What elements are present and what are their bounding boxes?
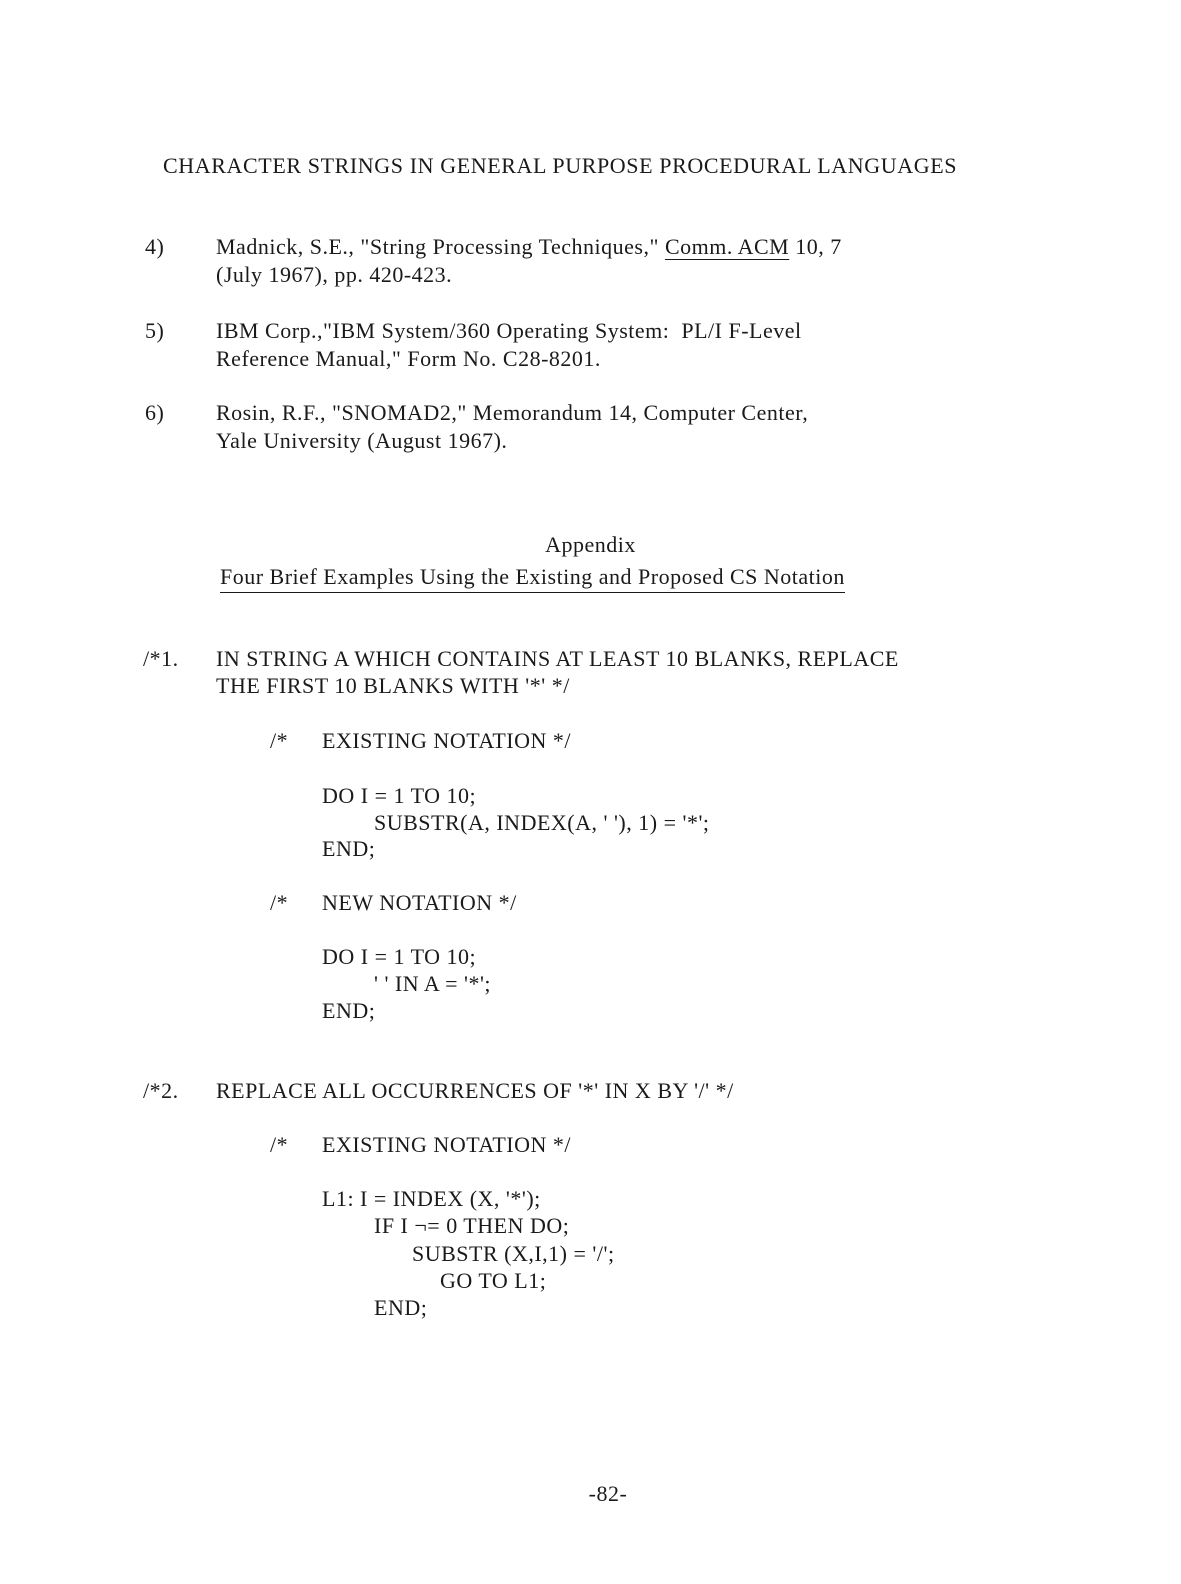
reference-line: Yale University (August 1967). (216, 428, 508, 453)
running-header: CHARACTER STRINGS IN GENERAL PURPOSE PROCEDURAL LANGUAGES (163, 153, 958, 178)
example-description: THE FIRST 10 BLANKS WITH '*' */ (216, 673, 570, 698)
example-label: /*2. (143, 1078, 179, 1103)
comment-open: /* (270, 1132, 289, 1157)
reference-number: 6) (145, 400, 165, 425)
comment-new-notation: NEW NOTATION */ (322, 890, 517, 915)
comment-existing-notation: EXISTING NOTATION */ (322, 1132, 571, 1157)
reference-number: 5) (145, 318, 165, 343)
code-line: DO I = 1 TO 10; (322, 783, 477, 808)
example-description: REPLACE ALL OCCURRENCES OF '*' IN X BY '/' */ (216, 1078, 734, 1103)
code-line: L1: I = INDEX (X, '*'); (322, 1186, 541, 1211)
code-line: DO I = 1 TO 10; (322, 944, 477, 969)
reference-line: (July 1967), pp. 420-423. (216, 262, 453, 287)
code-line: END; (322, 998, 376, 1023)
code-line: IF I ¬= 0 THEN DO; (374, 1213, 570, 1238)
code-line: END; (374, 1295, 428, 1320)
comment-open: /* (270, 890, 289, 915)
reference-number: 4) (145, 234, 165, 259)
example-label: /*1. (143, 646, 179, 671)
code-line: ' ' IN A = '*'; (374, 971, 492, 996)
reference-line: IBM Corp.,"IBM System/360 Operating System: PL/I F-Level (216, 318, 802, 343)
comment-existing-notation: EXISTING NOTATION */ (322, 728, 571, 753)
code-line: SUBSTR(A, INDEX(A, ' '), 1) = '*'; (374, 810, 710, 835)
reference-line: Reference Manual," Form No. C28-8201. (216, 346, 601, 371)
comment-open: /* (270, 728, 289, 753)
page-number: -82- (588, 1481, 628, 1506)
reference-line: Rosin, R.F., "SNOMAD2," Memorandum 14, Computer Center, (216, 400, 809, 425)
appendix-subtitle: Four Brief Examples Using the Existing and Proposed CS Notation (220, 566, 845, 593)
example-description: IN STRING A WHICH CONTAINS AT LEAST 10 BLANKS, REPLACE (216, 646, 899, 671)
code-line: END; (322, 836, 376, 861)
reference-line: Madnick, S.E., "String Processing Techniques," Comm. ACM 10, 7 (216, 234, 842, 259)
code-line: SUBSTR (X,I,1) = '/'; (412, 1241, 615, 1266)
code-line: GO TO L1; (440, 1268, 547, 1293)
appendix-title: Appendix (545, 532, 636, 557)
journal-title: Comm. ACM (664, 234, 790, 259)
